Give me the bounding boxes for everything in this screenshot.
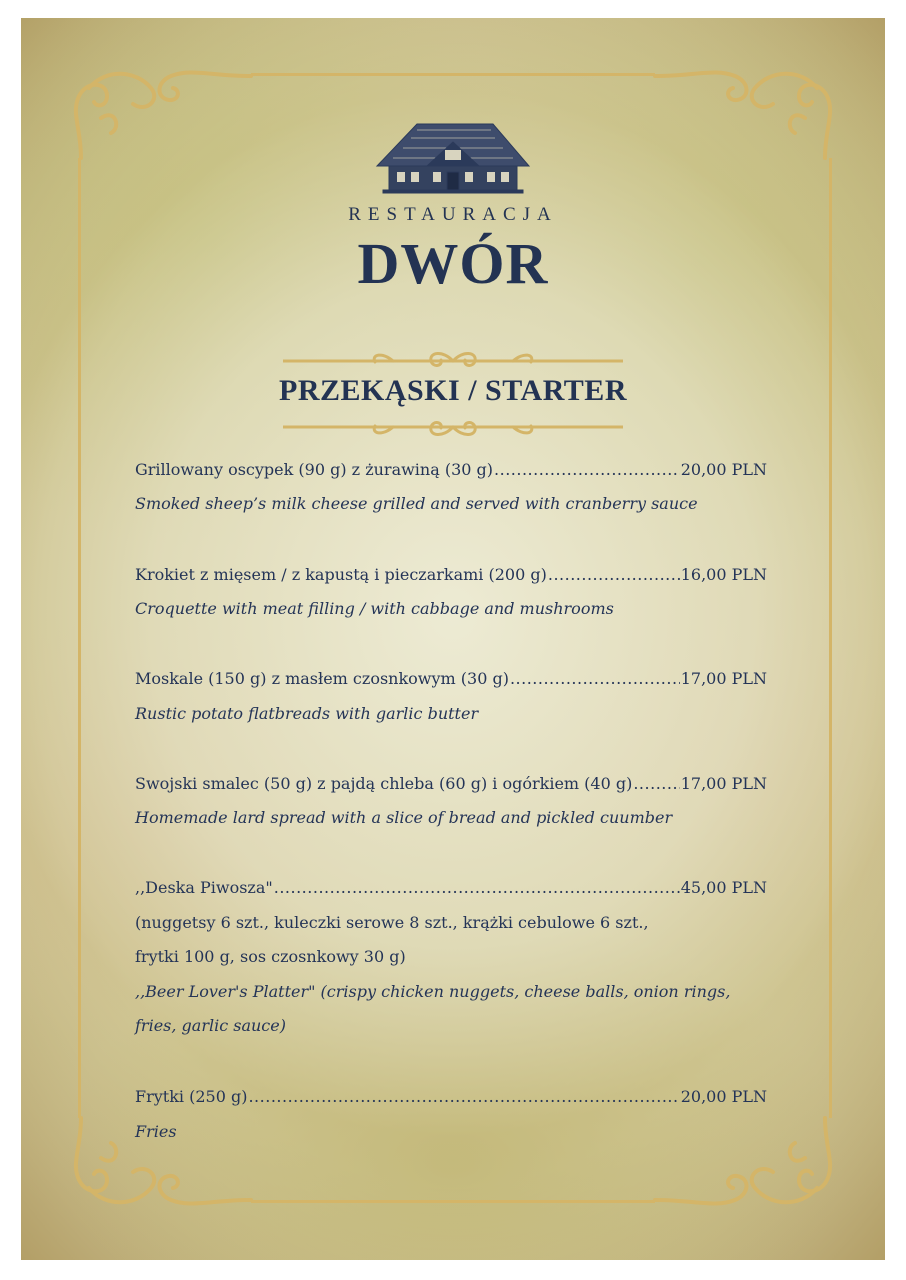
menu-item-row	[135, 877, 767, 899]
menu-item-name: Grillowany oscypek (90 g) z żurawiną (30 g)	[135, 460, 494, 479]
menu-item-english: ,,Beer Lover's Platter" (crispy chicken nuggets, cheese balls, onion rings,	[135, 982, 731, 1001]
dot-leader	[494, 459, 680, 481]
dot-leader	[548, 564, 680, 586]
corner-ornament-top-right	[645, 58, 845, 168]
menu-item-row	[135, 668, 767, 690]
menu-item-price: 16,00 PLN	[680, 565, 767, 584]
dot-leader	[633, 773, 679, 795]
menu-item-price: 20,00 PLN	[680, 460, 767, 479]
house-logo-icon	[373, 116, 533, 196]
frame-left-line	[78, 158, 81, 1118]
menu-item-english: Homemade lard spread with a slice of bread and pickled cuumber	[135, 808, 673, 827]
menu-item-name: Krokiet z mięsem / z kapustą i pieczarkami (200 g)	[135, 565, 547, 584]
menu-item-name: Frytki (250 g)	[135, 1087, 248, 1106]
menu-item-row	[135, 564, 767, 586]
menu-item-name: ,,Deska Piwosza"	[135, 878, 273, 897]
menu-item-row	[135, 459, 767, 481]
frame-right-line	[829, 158, 832, 1118]
menu-item-details: (nuggetsy 6 szt., kuleczki serowe 8 szt., krążki cebulowe 6 szt.,	[135, 913, 649, 932]
frame-top-line	[251, 73, 655, 76]
menu-item-english: Fries	[135, 1122, 177, 1141]
menu-page	[21, 18, 885, 1260]
corner-ornament-top-left	[61, 58, 261, 168]
brand-name: DWÓR	[357, 231, 549, 296]
dot-leader	[248, 1086, 679, 1108]
divider-ornament-bottom	[283, 416, 623, 438]
section-title: PRZEKĄSKI / STARTER	[279, 374, 627, 407]
menu-item-row	[135, 1086, 767, 1108]
menu-item-english: fries, garlic sauce)	[135, 1016, 286, 1035]
menu-item-details: frytki 100 g, sos czosnkowy 30 g)	[135, 947, 406, 966]
frame-bottom-line	[251, 1200, 655, 1203]
menu-item-english: Smoked sheep’s milk cheese grilled and served with cranberry sauce	[135, 494, 698, 513]
menu-item-price: 17,00 PLN	[680, 774, 767, 793]
menu-item-name: Swojski smalec (50 g) z pajdą chleba (60 g) i ogórkiem (40 g)	[135, 774, 633, 793]
menu-item-english: Rustic potato flatbreads with garlic butter	[135, 704, 479, 723]
menu-item-english: Croquette with meat filling / with cabbage and mushrooms	[135, 599, 614, 618]
menu-item-name: Moskale (150 g) z masłem czosnkowym (30 g)	[135, 669, 509, 688]
brand-subtitle: RESTAURACJA	[348, 204, 558, 225]
menu-item-price: 20,00 PLN	[680, 1087, 767, 1106]
dot-leader	[274, 877, 680, 899]
menu-item-price: 17,00 PLN	[680, 669, 767, 688]
menu-item-price: 45,00 PLN	[680, 878, 767, 897]
divider-ornament-top	[283, 350, 623, 372]
menu-item-row	[135, 773, 767, 795]
dot-leader	[510, 668, 680, 690]
